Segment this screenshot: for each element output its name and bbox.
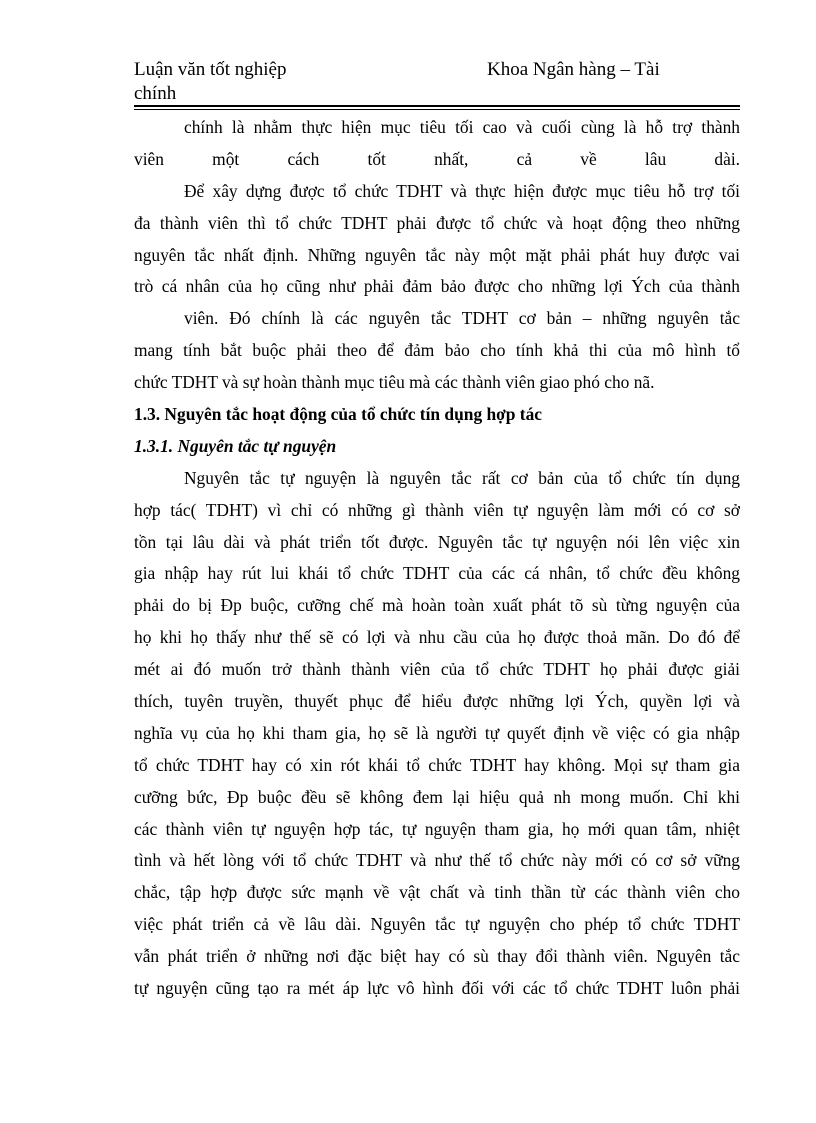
text-line: Để xây dựng được tổ chức TDHT và thực hiện được mục tiêu hỗ trợ tối <box>184 180 740 201</box>
header-rule-thin <box>134 109 740 110</box>
text-line: tình và hết lòng với tổ chức TDHT và như thế tổ chức này mới có cơ sở vững <box>134 850 740 871</box>
text-line: chắc, tập hợp được sức mạnh về vật chất và tinh thần từ các thành viên cho <box>134 882 740 903</box>
text-line: gia nhập hay rút lui khái tổ chức TDHT của các cá nhân, tổ chức đều không <box>134 563 740 584</box>
text-line: vẫn phát triển ở những nơi đặc biệt hay có sù thay đổi thành viên. Nguyên tắc <box>134 946 740 967</box>
text-line: chính là nhằm thực hiện mục tiêu tối cao và cuối cùng là hỗ trợ thành <box>184 117 740 137</box>
text-line: các thành viên tự nguyện hợp tác, tự nguyện tham gia, họ mới quan tâm, nhiệt <box>134 818 740 839</box>
subsection-heading: 1.3.1. Nguyên tắc tự nguyện <box>134 435 337 456</box>
text-line: cưỡng bức, Ðp buộc đều sẽ không đem lại hiệu quả nh mong muốn. Chỉ khi <box>134 786 740 807</box>
text-line: Nguyên tắc tự nguyện là nguyên tắc rất cơ bản của tổ chức tín dụng <box>184 467 740 488</box>
text-line: chức TDHT và sự hoàn thành mục tiêu mà các thành viên giao phó cho nã. <box>134 372 655 393</box>
text-line: tổ chức TDHT hay có xin rót khái tổ chức TDHT hay không. Mọi sự tham gia <box>134 754 740 775</box>
header-right-title-continuation: chính <box>134 83 177 104</box>
text-line: họ khi họ thấy như thế sẽ có lợi và nhu cầu của họ được thoả mãn. Do đó để <box>134 627 740 648</box>
header-rule-thick <box>134 105 740 107</box>
text-line: trò cá nhân của họ cũng như phải đảm bảo được cho những lợi Ých của thành <box>134 276 740 297</box>
text-line: hợp tác( TDHT) vì chỉ có những gì thành viên tự nguyện làm mới có cơ sở <box>134 499 740 520</box>
text-line: tồn tại lâu dài và phát triển tốt được. Nguyên tắc tự nguyện nói lên việc xin <box>134 531 740 552</box>
text-line: viên một cách tốt nhất, cả về lâu dài. <box>134 148 740 169</box>
body-text <box>134 112 740 1005</box>
text-line: thích, tuyên truyền, thuyết phục để hiểu được những lợi Ých, quyền lợi và <box>134 691 740 712</box>
text-line: mét ai đó muốn trở thành thành viên của tổ chức TDHT họ phải được giải <box>134 659 740 680</box>
text-line: nghĩa vụ của họ khi tham gia, họ sẽ là người tự quyết định về việc có gia nhập <box>134 722 740 743</box>
text-line: việc phát triển cả về lâu dài. Nguyên tắc tự nguyện cho phép tổ chức TDHT <box>134 914 740 935</box>
text-line: mang tính bắt buộc phải theo để đảm bảo cho tính khả thi của mô hình tổ <box>134 340 740 361</box>
text-line: nguyên tắc nhất định. Những nguyên tắc này một mặt phải phát huy được vai <box>134 244 740 265</box>
text-line: phải do bị Ðp buộc, cưỡng chế mà hoàn toàn xuất phát tõ sù từng nguyện của <box>134 595 740 616</box>
header-right-title: Khoa Ngân hàng – Tài <box>487 59 660 80</box>
text-line: đa thành viên thì tổ chức TDHT phải được tổ chức và hoạt động theo những <box>134 212 740 233</box>
text-line: viên. Đó chính là các nguyên tắc TDHT cơ bản – những nguyên tắc <box>184 308 740 329</box>
header-left <box>134 58 287 106</box>
header-left-title: Luận văn tốt nghiệp <box>134 59 287 80</box>
text-line: tự nguyện cũng tạo ra mét áp lực vô hình đối với các tổ chức TDHT luôn phải <box>134 978 740 999</box>
section-heading: 1.3. Nguyên tắc hoạt động của tổ chức tín dụng hợp tác <box>134 404 543 425</box>
